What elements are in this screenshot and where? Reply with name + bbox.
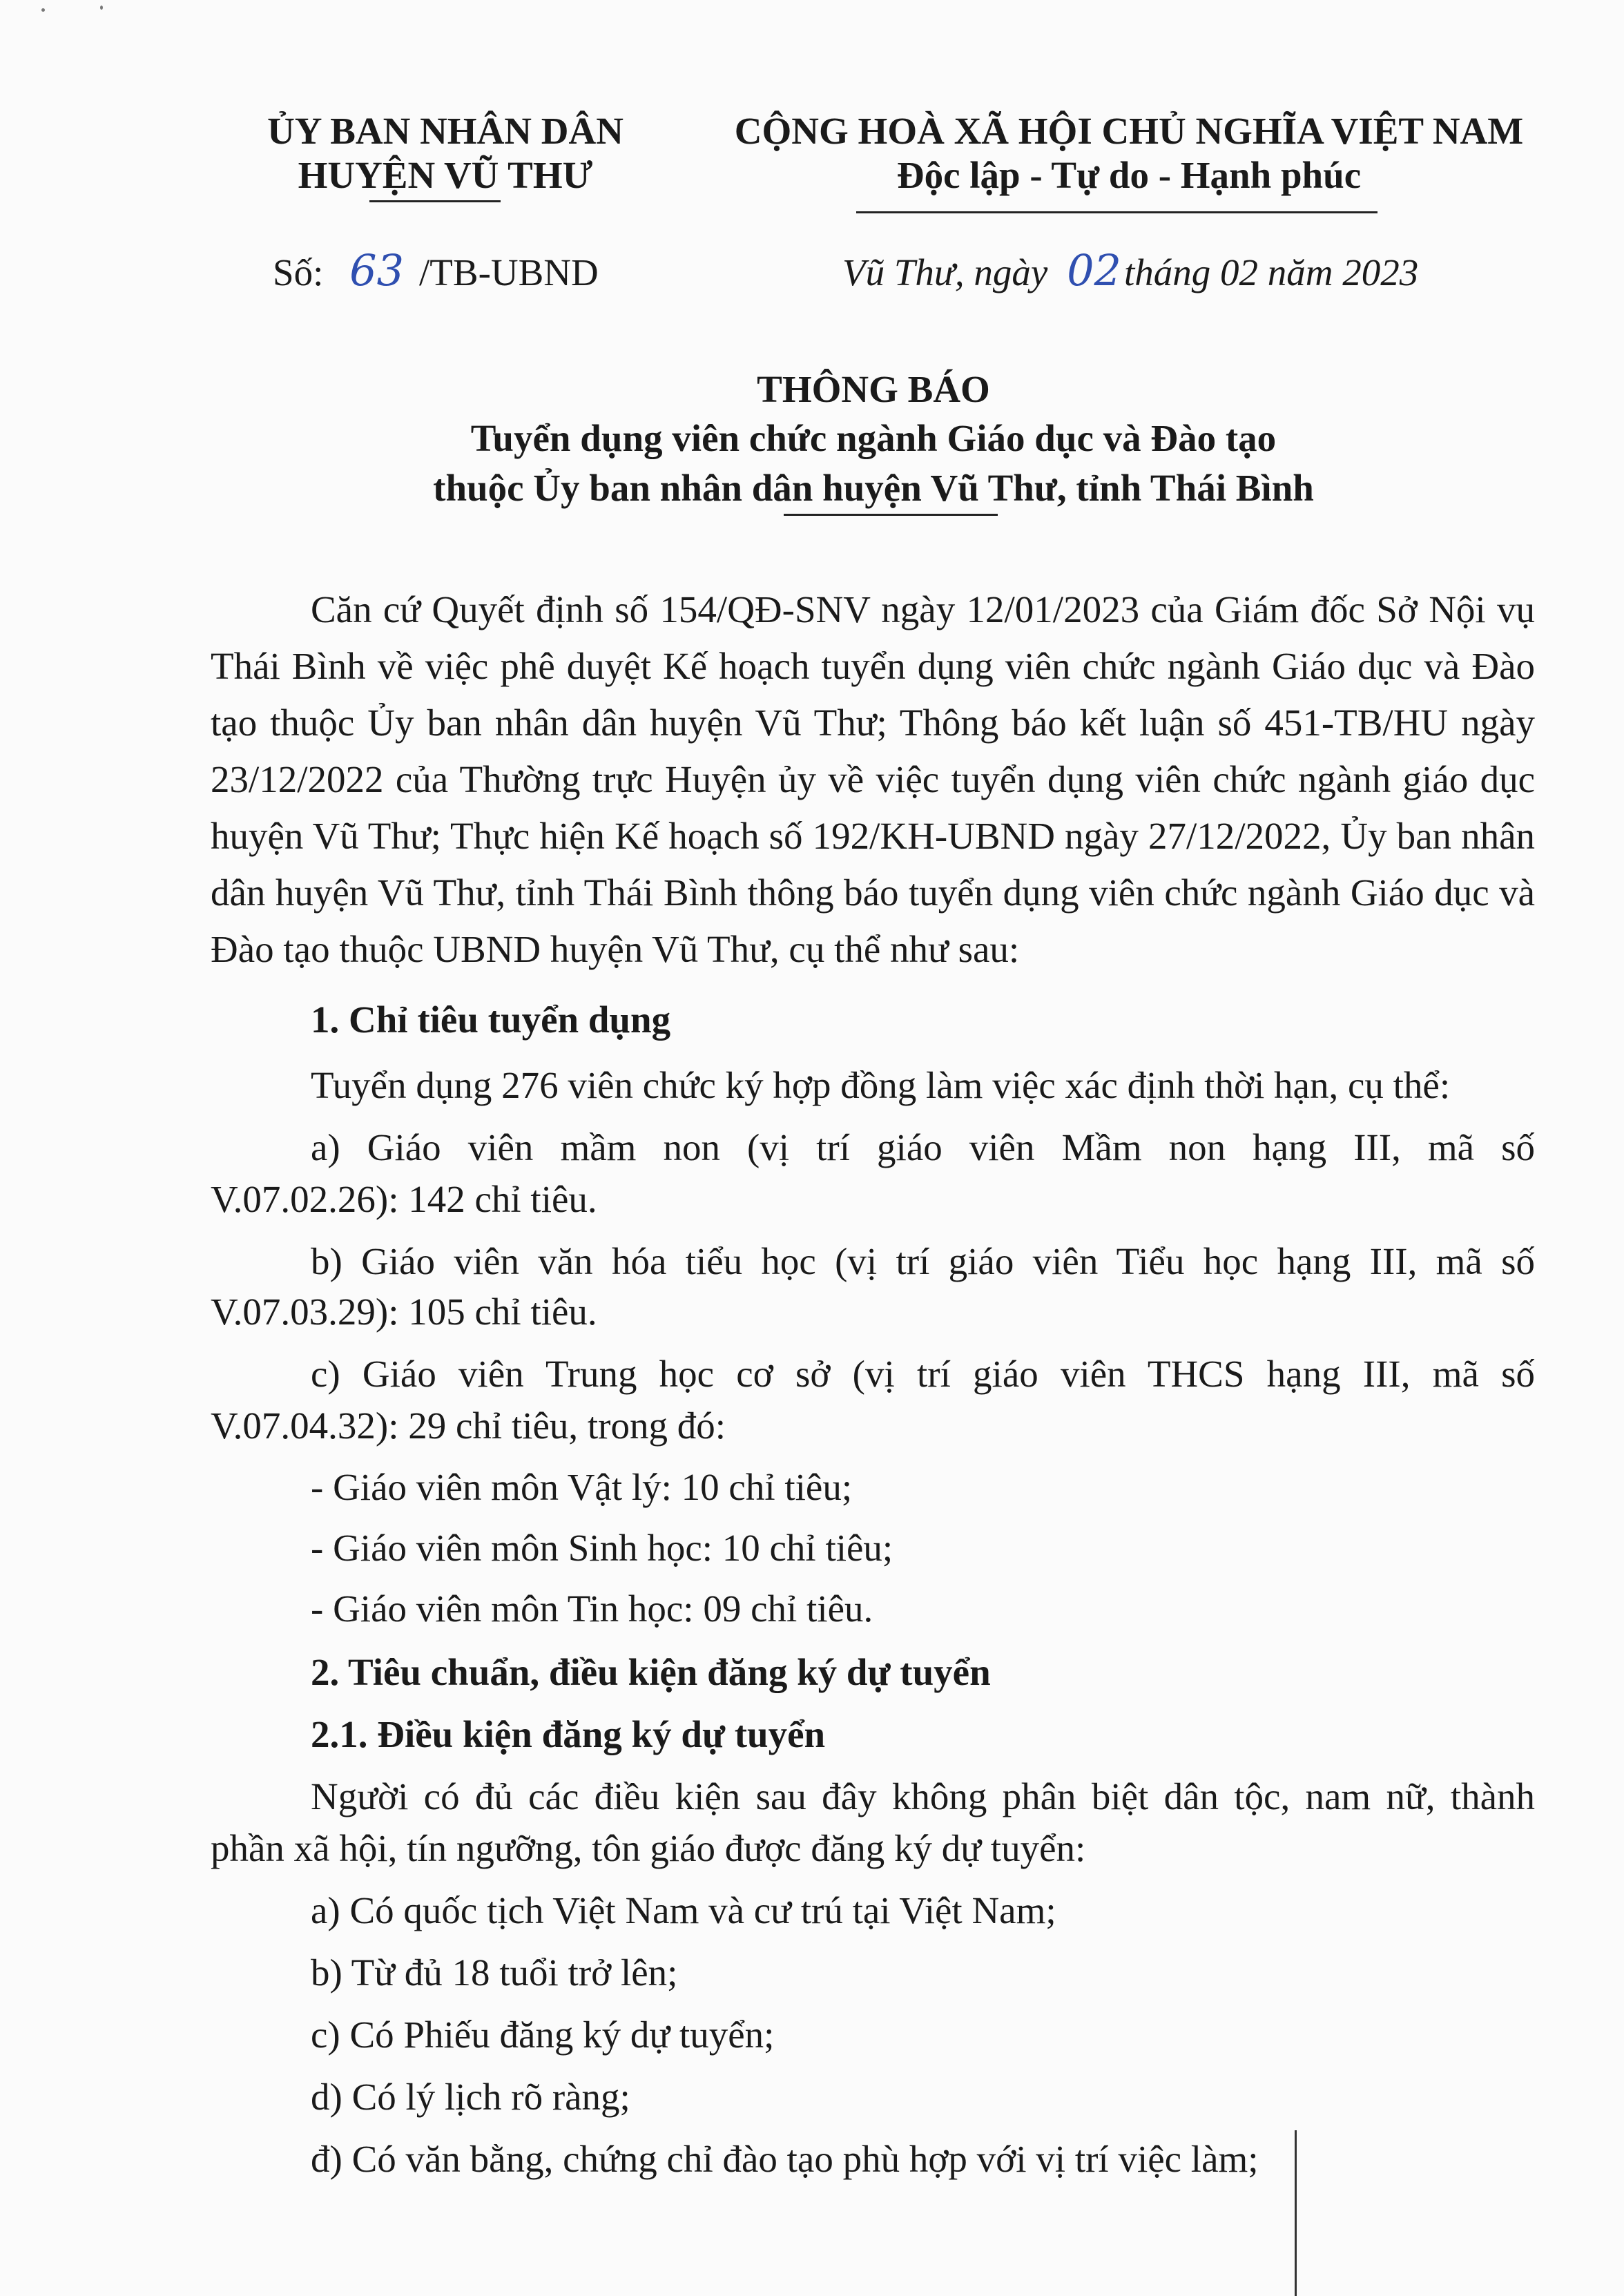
item-c-line1: c) Giáo viên Trung học cơ sở (vị trí giáo viên THCS hạng III, mã số (311, 1353, 1535, 1395)
section-2-1-intro-line1: Người có đủ các điều kiện sau đây không phân biệt dân tộc, nam nữ, thành (311, 1775, 1535, 1817)
condition-b: b) Từ đủ 18 tuổi trở lên; (311, 1951, 678, 1994)
section-1-heading: 1. Chỉ tiêu tuyển dụng (311, 999, 671, 1041)
item-c-line2: V.07.04.32): 29 chỉ tiêu, trong đó: (211, 1405, 726, 1447)
sub-item-physics: - Giáo viên môn Vật lý: 10 chỉ tiêu; (311, 1466, 853, 1508)
section-2-1-heading: 2.1. Điều kiện đăng ký dự tuyển (311, 1713, 826, 1755)
condition-dd: đ) Có văn bằng, chứng chỉ đào tạo phù hợp với vị trí việc làm; (311, 2138, 1259, 2180)
document-number (273, 245, 599, 296)
section-2-1-intro-line2: phần xã hội, tín ngưỡng, tôn giáo được đăng ký dự tuyển: (211, 1827, 1086, 1869)
number-suffix: /TB-UBND (419, 251, 599, 293)
document-subject-line1: Tuyển dụng viên chức ngành Giáo dục và Đào tạo (470, 417, 1277, 459)
date-prefix: Vũ Thư, ngày (842, 251, 1048, 293)
scan-speck (100, 6, 103, 10)
issuer-name-line2: HUYỆN VŨ THƯ (298, 154, 593, 196)
sub-item-biology: - Giáo viên môn Sinh học: 10 chỉ tiêu; (311, 1527, 893, 1569)
section-2-heading: 2. Tiêu chuẩn, điều kiện đăng ký dự tuyển (311, 1651, 991, 1693)
item-a-line1: a) Giáo viên mầm non (vị trí giáo viên Mầm non hạng III, mã số (311, 1126, 1535, 1168)
national-motto: Độc lập - Tự do - Hạnh phúc (896, 154, 1362, 196)
motto-underline (856, 211, 1378, 213)
title-underline (784, 514, 998, 516)
section-1-intro: Tuyển dụng 276 viên chức ký hợp đồng làm việc xác định thời hạn, cụ thể: (311, 1064, 1451, 1106)
sub-item-informatics: - Giáo viên môn Tin học: 09 chỉ tiêu. (311, 1588, 873, 1630)
condition-d: d) Có lý lịch rõ ràng; (311, 2076, 630, 2118)
item-a-line2: V.07.02.26): 142 chỉ tiêu. (211, 1178, 597, 1220)
document-date (842, 245, 1418, 296)
scan-speck (41, 8, 45, 12)
condition-a: a) Có quốc tịch Việt Nam và cư trú tại Việt Nam; (311, 1889, 1056, 1931)
handwritten-day: 02 (1067, 245, 1121, 296)
issuer-underline (369, 200, 501, 202)
document-subject-line2: thuộc Ủy ban nhân dân huyện Vũ Thư, tỉnh Thái Bình (433, 467, 1314, 509)
intro-paragraph: Căn cứ Quyết định số 154/QĐ-SNV ngày 12/01/2023 của Giám đốc Sở Nội vụ Thái Bình về việc phê duyệt Kế hoạch tuyển dụng viên chức ngành Giáo dục và Đào tạo thuộc Ủy ban nhân dân huyện Vũ Thư; Thông báo kết luận số 451-TB/HU ngày 23/12/2022 của Thường trực Huyện ủy về việc tuyển dụng viên chức ngành giáo dục huyện Vũ Thư; Thực hiện Kế hoạch số 192/KH-UBND ngày 27/12/2022, Ủy ban nhân dân huyện Vũ Thư, tỉnh Thái Bình thông báo tuyển dụng viên chức ngành Giáo dục và Đào tạo thuộc UBND huyện Vũ Thư, cụ thể như sau: (211, 588, 1535, 970)
scan-edge-line (1295, 2130, 1297, 2296)
item-b-line2: V.07.03.29): 105 chỉ tiêu. (211, 1291, 597, 1333)
issuer-name-line1: ỦY BAN NHÂN DÂN (267, 110, 624, 152)
item-b-line1: b) Giáo viên văn hóa tiểu học (vị trí giáo viên Tiểu học hạng III, mã số (311, 1240, 1535, 1282)
date-suffix: tháng 02 năm 2023 (1124, 251, 1419, 293)
handwritten-number: 63 (349, 245, 405, 296)
number-label: Số: (273, 251, 324, 293)
condition-c: c) Có Phiếu đăng ký dự tuyển; (311, 2014, 775, 2056)
document-title: THÔNG BÁO (757, 368, 990, 410)
national-title: CỘNG HOÀ XÃ HỘI CHỦ NGHĨA VIỆT NAM (734, 110, 1524, 152)
